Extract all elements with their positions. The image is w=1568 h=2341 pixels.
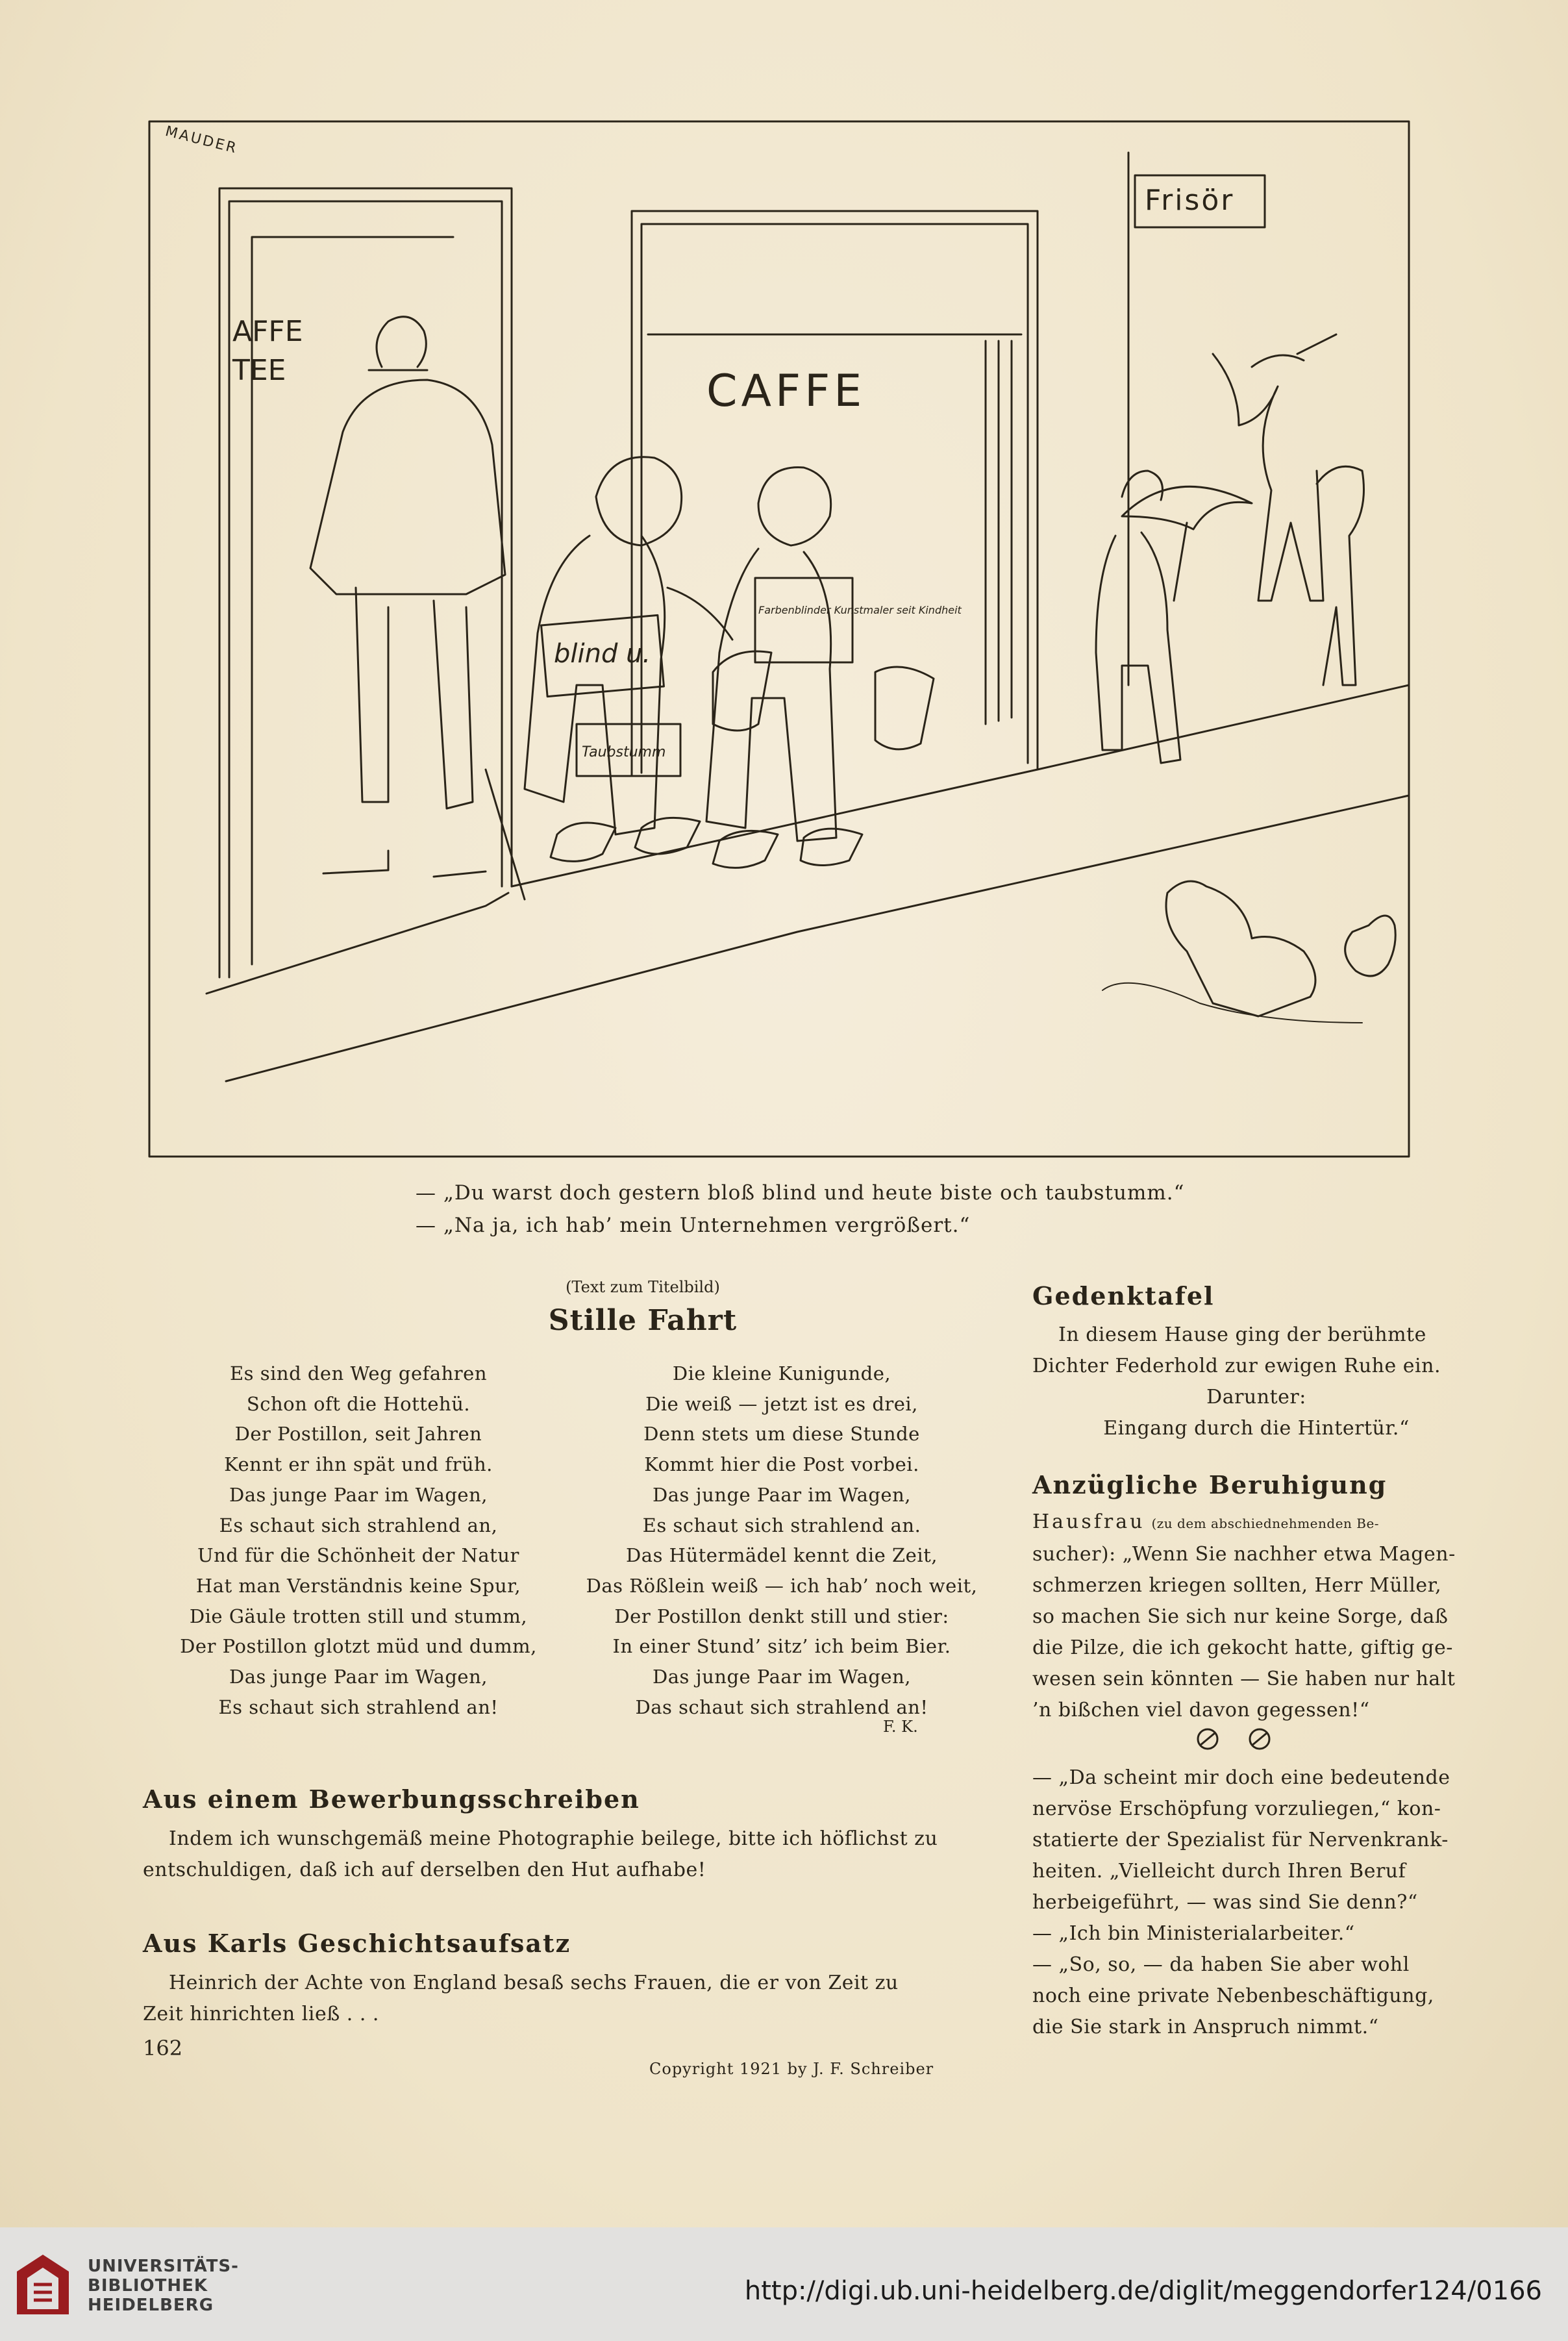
poem-line: Der Postillon denkt still und stier: xyxy=(614,1605,949,1627)
section-body-beruhigung xyxy=(1032,1507,1480,1726)
text-line: herbeigeführt, — was sind Sie denn?“ xyxy=(1032,1891,1418,1914)
poem-line: Es schaut sich strahlend an. xyxy=(642,1514,921,1536)
institution-line: HEIDELBERG xyxy=(88,2296,214,2315)
page-number: 162 xyxy=(143,2036,183,2060)
poem-line: Es sind den Weg gefahren xyxy=(229,1362,488,1384)
text-line: schmerzen kriegen sollten, Herr Müller, xyxy=(1032,1574,1442,1597)
section-title-bewerbung: Aus einem Bewerbungsschreiben xyxy=(143,1784,640,1814)
text-line: nervöse Erschöpfung vorzuliegen,“ kon- xyxy=(1032,1797,1441,1820)
poem-line: Die Gäule trotten still und stumm, xyxy=(189,1605,528,1627)
text-line: ’n bißchen viel davon gegessen!“ xyxy=(1032,1699,1370,1721)
text-line: so machen Sie sich nur keine Sorge, daß xyxy=(1032,1605,1449,1628)
institution-name xyxy=(88,2257,239,2315)
sign-frisoer: Frisör xyxy=(1145,184,1235,217)
copyright-notice: Copyright 1921 by J. F. Schreiber xyxy=(649,2060,934,2078)
text-line xyxy=(1032,1507,1480,1539)
cartoon-illustration xyxy=(148,120,1410,1158)
poem-line: Das Rößlein weiß — ich hab’ noch weit, xyxy=(586,1574,978,1597)
poem-line: Der Postillon glotzt müd und dumm, xyxy=(180,1635,537,1658)
section-title-geschichte: Aus Karls Geschichtsaufsatz xyxy=(143,1929,571,1958)
institution-line: UNIVERSITÄTS- xyxy=(88,2257,239,2276)
poem-line: Kennt er ihn spät und früh. xyxy=(224,1453,493,1476)
poem-line: Das junge Paar im Wagen, xyxy=(229,1483,488,1506)
section-title-beruhigung: Anzügliche Beruhigung xyxy=(1032,1470,1388,1499)
speaker-label: Hausfrau xyxy=(1032,1510,1145,1533)
poem-line: Die kleine Kunigunde, xyxy=(672,1362,891,1384)
ornament-divider-icon xyxy=(1188,1726,1286,1752)
text-line: Indem ich wunschgemäß meine Photographie beilege, bitte ich höflichst zu xyxy=(169,1827,938,1850)
poem-line: Das Hütermädel kennt die Zeit, xyxy=(626,1544,938,1567)
text-line: noch eine private Nebenbeschäftigung, xyxy=(1032,1984,1434,2007)
section-body-bewerbung xyxy=(143,1823,987,1886)
text-line: Eingang durch die Hintertür.“ xyxy=(1103,1417,1410,1440)
sign-caffe: CAFFE xyxy=(706,366,866,417)
poem-line: Schon oft die Hottehü. xyxy=(246,1392,471,1415)
poem-line: Das junge Paar im Wagen, xyxy=(229,1666,488,1688)
poem-line: Es schaut sich strahlend an! xyxy=(218,1696,499,1718)
text-line: heiten. „Vielleicht durch Ihren Beruf xyxy=(1032,1860,1406,1883)
artist-signature: MAUDER xyxy=(163,123,240,157)
poem-line: In einer Stund’ sitz’ ich beim Bier. xyxy=(612,1635,951,1658)
poem-stanza-1 xyxy=(144,1358,573,1722)
sign-tee: TEE xyxy=(232,354,286,387)
text-line: die Sie stark in Anspruch nimmt.“ xyxy=(1032,2016,1379,2038)
source-url-link[interactable]: http://digi.ub.uni-heidelberg.de/diglit/meggendorfer124/0166 xyxy=(744,2276,1542,2306)
poem-line: Es schaut sich strahlend an, xyxy=(219,1514,498,1536)
section-body-nervoes xyxy=(1032,1762,1480,2043)
text-line: statierte der Spezialist für Nervenkrank- xyxy=(1032,1829,1449,1851)
poem-line: Denn stets um diese Stunde xyxy=(643,1423,920,1446)
poem-line: Die weiß — jetzt ist es drei, xyxy=(645,1392,918,1415)
poem-line: Der Postillon, seit Jahren xyxy=(234,1423,482,1446)
text-line: Heinrich der Achte von England besaß sechs Frauen, die er von Zeit zu xyxy=(169,1972,899,1994)
placard-taubstumm: Taubstumm xyxy=(582,744,666,760)
poem-signature: F. K. xyxy=(883,1718,918,1736)
poem-line: Das junge Paar im Wagen, xyxy=(653,1666,911,1688)
poem-stanza-2 xyxy=(567,1358,996,1722)
caption-line: — „Na ja, ich hab’ mein Unternehmen vergrößert.“ xyxy=(416,1214,971,1237)
placard-blind: blind u. xyxy=(554,639,651,669)
poem-line: Das schaut sich strahlend an! xyxy=(635,1696,928,1718)
text-line: — „So, so, — da haben Sie aber wohl xyxy=(1032,1953,1410,1976)
poem-title: Stille Fahrt xyxy=(548,1304,738,1337)
section-body-geschichte xyxy=(143,1968,987,2030)
poem-line: Kommt hier die Post vorbei. xyxy=(644,1453,919,1476)
sign-kaffee: AFFE xyxy=(232,315,303,348)
text-line: Dichter Federhold zur ewigen Ruhe ein. xyxy=(1032,1355,1441,1377)
poem-line: Und für die Schönheit der Natur xyxy=(197,1544,519,1567)
section-body-gedenktafel xyxy=(1032,1320,1480,1444)
text-line: die Pilze, die ich gekocht hatte, giftig ge- xyxy=(1032,1636,1453,1659)
text-line: — „Ich bin Ministerialarbeiter.“ xyxy=(1032,1922,1355,1945)
text-line: — „Da scheint mir doch eine bedeutende xyxy=(1032,1766,1450,1789)
placard-farbenblind: Farbenblinder Kunstmaler seit Kindheit xyxy=(758,604,962,616)
stage-direction: (zu dem abschiednehmenden Be- xyxy=(1151,1516,1380,1531)
text-line: entschuldigen, daß ich auf derselben den Hut aufhabe! xyxy=(143,1859,706,1881)
text-line: wesen sein könnten — Sie haben nur halt xyxy=(1032,1668,1456,1690)
poem-line: Das junge Paar im Wagen, xyxy=(653,1483,911,1506)
caption-line: — „Du warst doch gestern bloß blind und heute biste och taubstumm.“ xyxy=(416,1181,1185,1205)
text-line: In diesem Hause ging der berühmte xyxy=(1058,1323,1426,1346)
cartoon-caption xyxy=(416,1177,1325,1242)
poem-note: (Text zum Titelbild) xyxy=(566,1278,720,1296)
poem-line: Hat man Verständnis keine Spur, xyxy=(195,1574,521,1597)
university-library-logo-icon xyxy=(14,2252,71,2317)
text-line: Darunter: xyxy=(1206,1386,1306,1408)
text-line: sucher): „Wenn Sie nachher etwa Magen- xyxy=(1032,1543,1456,1566)
text-line: Zeit hinrichten ließ . . . xyxy=(143,2003,379,2025)
section-title-gedenktafel: Gedenktafel xyxy=(1032,1281,1215,1310)
institution-line: BIBLIOTHEK xyxy=(88,2276,208,2296)
